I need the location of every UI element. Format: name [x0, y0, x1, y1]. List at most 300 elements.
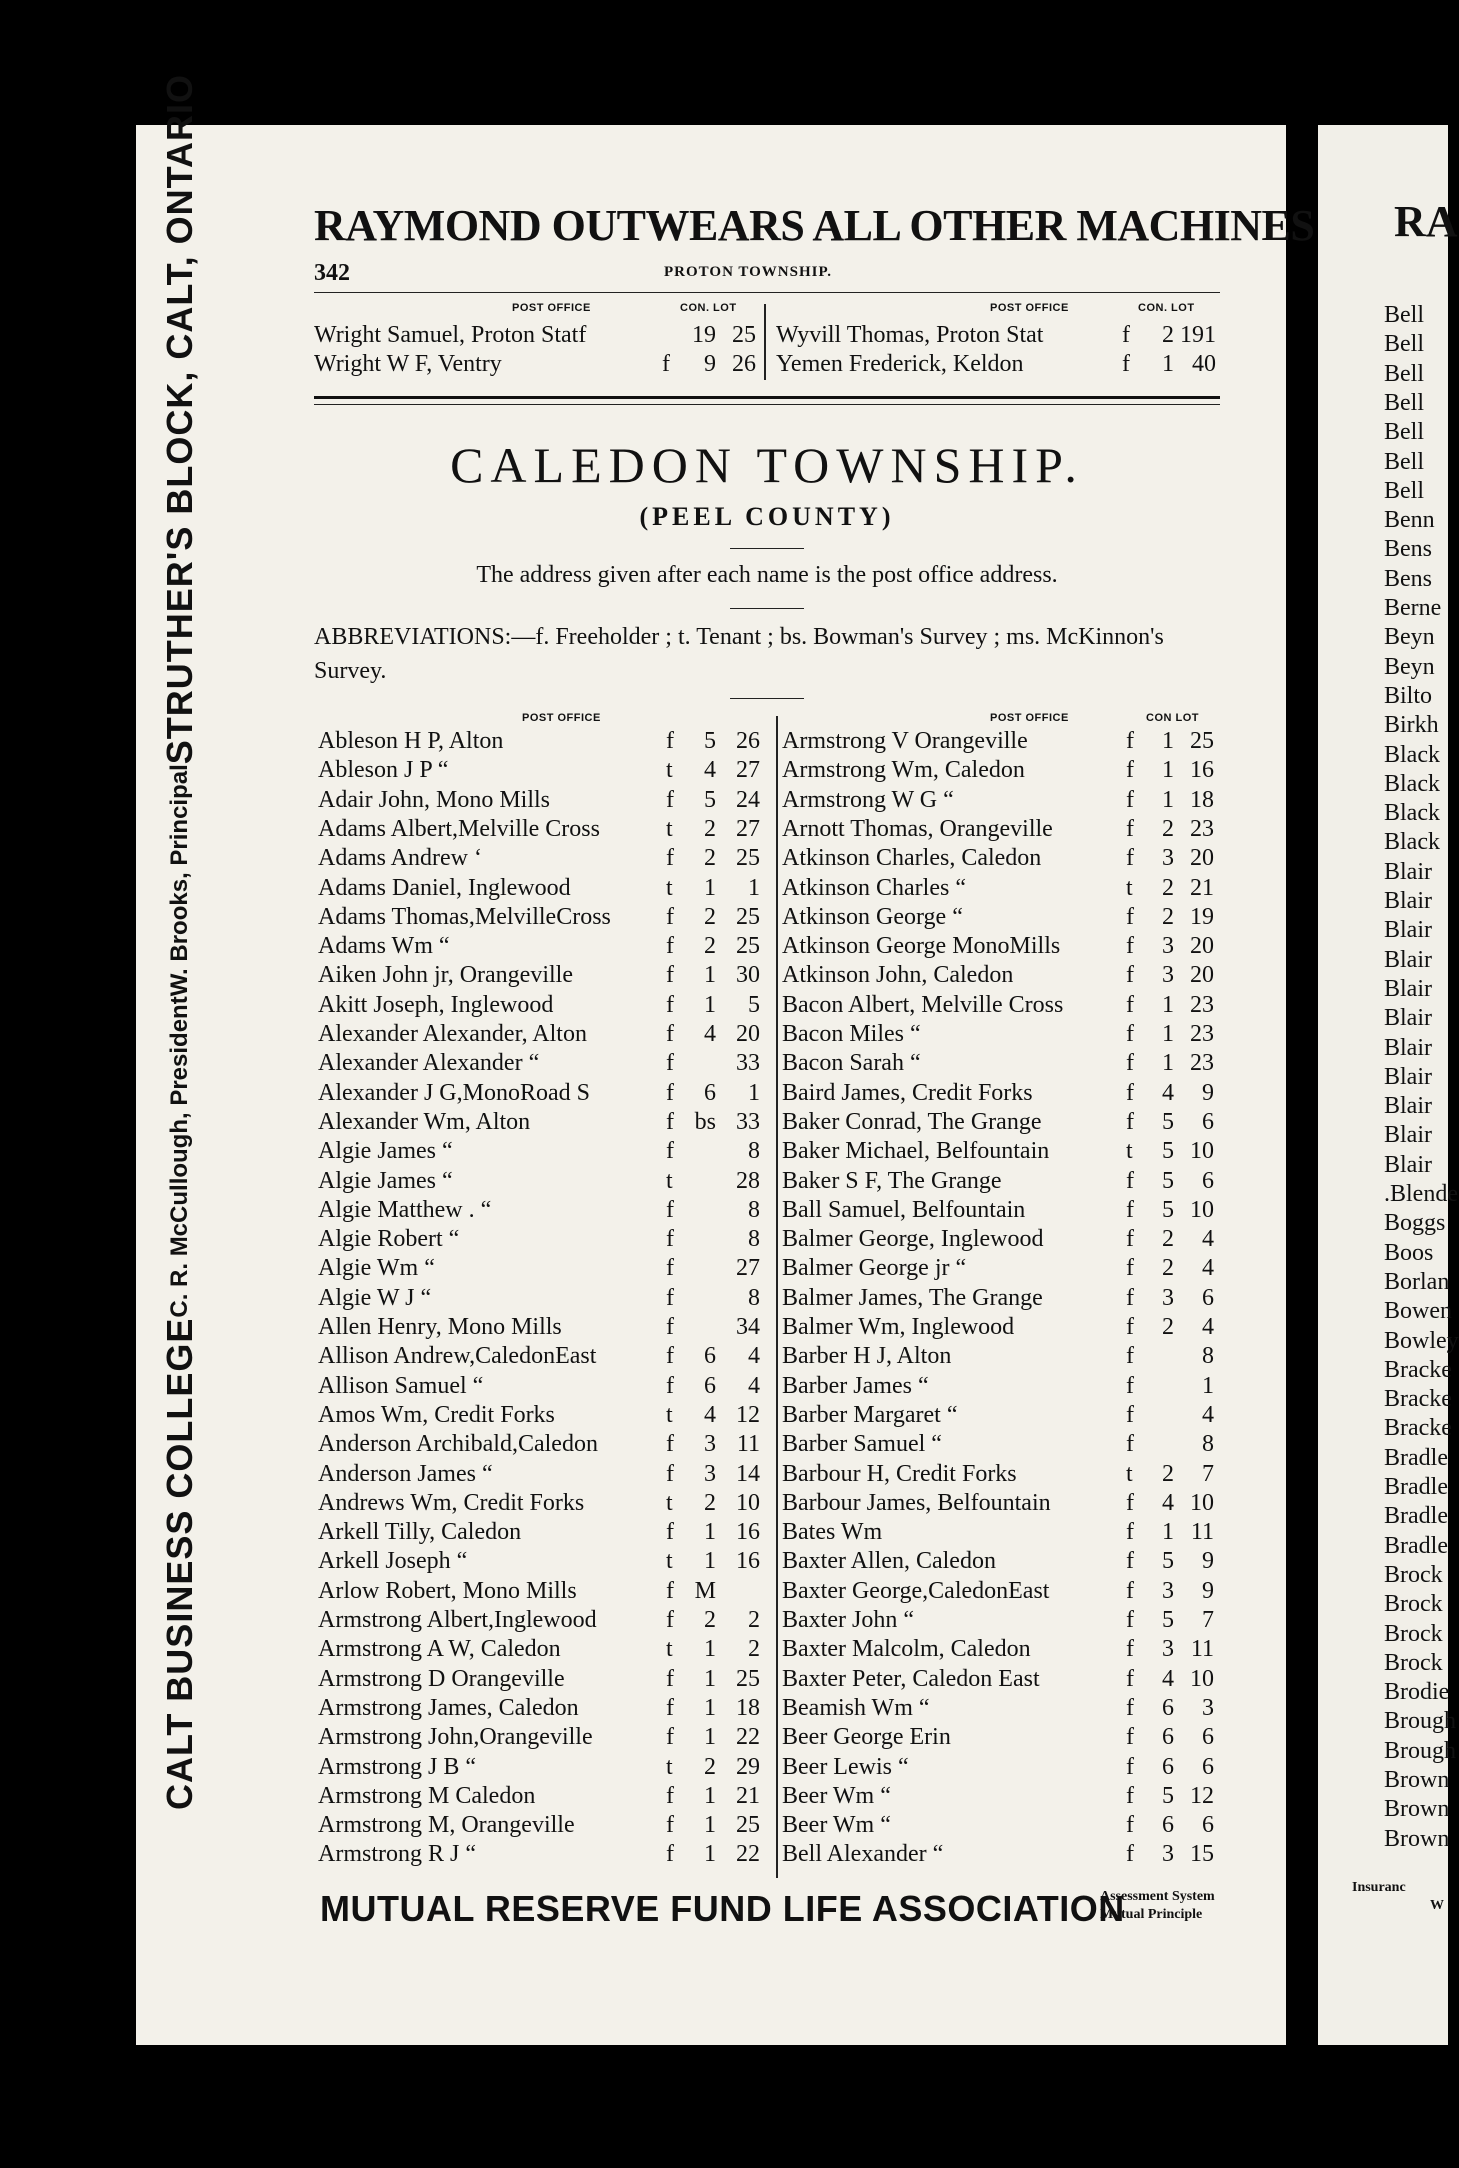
directory-entry: [318, 1285, 770, 1314]
directory-entry: [318, 1724, 770, 1753]
entry-lot: 16: [1190, 757, 1214, 784]
entry-concession: 3: [1162, 1284, 1174, 1311]
head-rule: [314, 292, 1220, 293]
entry-lot: 2: [748, 1607, 760, 1633]
next-page-name: Bracke: [1384, 1386, 1452, 1413]
entry-concession: 2: [704, 1489, 716, 1516]
next-page-name: Brown: [1384, 1796, 1450, 1823]
next-page-name: Bell: [1384, 360, 1424, 387]
directory-entry: [318, 1255, 770, 1284]
directory-entry: [318, 1021, 770, 1050]
entry-concession: 6: [704, 1372, 716, 1399]
next-page-name: Black: [1384, 741, 1440, 768]
entry-tenure: f: [1126, 1050, 1134, 1077]
entry-lot: 4: [1202, 1314, 1214, 1340]
entry-lot: 6: [1202, 1812, 1214, 1839]
entry-lot: 12: [1190, 1782, 1214, 1809]
entry-concession: 2: [1162, 874, 1174, 901]
entry-concession: 5: [704, 786, 716, 813]
directory-entry: [782, 1285, 1220, 1314]
entry-concession: 3: [1162, 1577, 1174, 1604]
directory-entry: [782, 904, 1220, 933]
next-page-name: .Blende: [1384, 1181, 1458, 1207]
directory-entry: [782, 1402, 1220, 1431]
entry-tenure: f: [1126, 1372, 1134, 1399]
entry-tenure: f: [666, 1255, 674, 1282]
running-head-title: PROTON TOWNSHIP.: [664, 264, 832, 280]
entry-lot: 10: [1190, 1489, 1214, 1516]
top-banner: RAYMOND OUTWEARS ALL OTHER MACHINES: [314, 201, 1315, 250]
directory-entry: [318, 962, 770, 991]
entry-name: Balmer Wm, Inglewood: [782, 1314, 1015, 1340]
entry-tenure: f: [666, 1607, 674, 1633]
next-page-name: Blair: [1384, 1034, 1432, 1061]
entry-tenure: f: [1126, 1636, 1134, 1663]
entry-concession: 2: [704, 815, 716, 842]
next-page-name: Borlan: [1384, 1268, 1450, 1295]
next-page-name: Bradle: [1384, 1532, 1448, 1559]
entry-lot: 8: [748, 1138, 760, 1165]
directory-entry: [318, 875, 770, 904]
college-name: CALT BUSINESS COLLEGE: [159, 1317, 200, 1810]
entry-lot: 4: [748, 1343, 760, 1370]
entry-name: Armstrong J B “: [318, 1753, 476, 1780]
next-page-name: Beyn: [1384, 624, 1435, 651]
page-number: 342: [314, 260, 350, 286]
entry-lot: 6: [1202, 1167, 1214, 1194]
entry-concession: 6: [704, 1079, 716, 1106]
entry-name: Armstrong James, Caledon: [318, 1694, 579, 1721]
entry-tenure: t: [666, 1401, 673, 1428]
entry-tenure: f: [1126, 1401, 1134, 1428]
directory-entry: [318, 933, 770, 962]
entry-concession: 3: [1162, 1636, 1174, 1663]
directory-entry: [782, 992, 1220, 1021]
directory-entry: [318, 1168, 770, 1197]
directory-entry: [318, 1402, 770, 1431]
entry-name: Allen Henry, Mono Mills: [318, 1314, 562, 1340]
entry-tenure: f: [1126, 728, 1134, 754]
entry-name: Adams Daniel, Inglewood: [318, 874, 571, 901]
entry-lot: 10: [1190, 1665, 1214, 1692]
entry-concession: 1: [1162, 728, 1174, 754]
entry-concession: bs: [694, 1108, 716, 1135]
entry-tenure: f: [666, 1314, 674, 1340]
entry-lot: 11: [736, 1431, 760, 1458]
entry-concession: 5: [704, 728, 716, 754]
entry-name: Armstrong D Orangeville: [318, 1665, 565, 1692]
entry-lot: 14: [736, 1460, 760, 1487]
entry-name: Wyvill Thomas, Proton Stat: [776, 322, 1044, 348]
entry-name: Alexander Alexander, Alton: [318, 1021, 587, 1047]
entry-lot: 8: [748, 1284, 760, 1311]
directory-entry: [318, 1754, 770, 1783]
entry-tenure: t: [1126, 874, 1133, 901]
entry-concession: 5: [1162, 1108, 1174, 1135]
entry-name: Beer George Erin: [782, 1724, 951, 1751]
entry-lot: 20: [1190, 933, 1214, 960]
directory-entry: [318, 1812, 770, 1841]
entry-name: Algie Robert “: [318, 1226, 460, 1253]
running-head: [314, 260, 1220, 290]
entry-concession: 4: [1162, 1665, 1174, 1692]
proton-post-office-header-left: POST OFFICE: [512, 302, 591, 314]
next-page-name: Blair: [1384, 975, 1432, 1002]
entry-concession: 1: [704, 1636, 716, 1663]
entry-name: Alexander Wm, Alton: [318, 1108, 531, 1135]
entry-lot: 16: [736, 1519, 760, 1546]
entry-tenure: f: [666, 845, 674, 872]
entry-concession: 1: [1162, 1519, 1174, 1546]
next-page-names: [1384, 302, 1459, 1882]
entry-concession: 1: [704, 1665, 716, 1692]
next-page-name: Bracke: [1384, 1415, 1452, 1442]
directory-entry: [318, 1461, 770, 1490]
short-rule-1: [730, 548, 804, 549]
next-page-name: Blair: [1384, 1093, 1432, 1120]
entry-tenure: f: [1126, 1226, 1134, 1253]
directory-entry: [318, 728, 770, 757]
entry-lot: 20: [736, 1021, 760, 1047]
entry-lot: 8: [1202, 1431, 1214, 1458]
entry-name: Bacon Albert, Melville Cross: [782, 991, 1064, 1018]
entry-tenure: f: [1126, 1431, 1134, 1458]
next-page-name: Bell: [1384, 448, 1424, 475]
directory-entry: [318, 1695, 770, 1724]
entry-lot: 1: [748, 1079, 760, 1106]
directory-entry: [782, 1724, 1220, 1753]
entry-lot: 6: [1202, 1108, 1214, 1135]
entry-concession: 4: [1162, 1489, 1174, 1516]
entry-lot: 25: [736, 933, 760, 960]
entry-name: Adams Albert,Melville Cross: [318, 815, 600, 842]
entry-name: Atkinson Charles “: [782, 874, 966, 901]
entry-name: Baxter Peter, Caledon East: [782, 1665, 1040, 1692]
entry-name: Armstrong Wm, Caledon: [782, 757, 1025, 784]
college-address: STRUTHER'S BLOCK, CALT, ONTARIO: [159, 74, 200, 765]
next-page-head: RA: [1394, 197, 1458, 246]
entry-tenure: f: [1126, 1782, 1134, 1809]
entry-name: Baker Conrad, The Grange: [782, 1108, 1042, 1135]
directory-entry: [782, 1783, 1220, 1812]
entry-concession: 5: [1162, 1138, 1174, 1165]
entry-name: Wright Samuel, Proton Statf: [314, 322, 587, 348]
entry-tenure: f: [666, 991, 674, 1018]
directory-entry: [318, 757, 770, 786]
next-page-name: Bilto: [1384, 682, 1433, 709]
principal-name: W. Brooks, Principal: [166, 764, 193, 997]
entry-concession: 1: [1162, 991, 1174, 1018]
next-page-name: Blair: [1384, 1005, 1432, 1032]
entry-tenure: f: [1126, 962, 1134, 989]
entry-tenure: t: [666, 757, 673, 784]
next-page-name: Bradle: [1384, 1474, 1448, 1500]
entry-tenure: f: [1126, 1519, 1134, 1546]
entry-tenure: f: [666, 1050, 674, 1077]
entry-name: Allison Andrew,CaledonEast: [318, 1343, 597, 1370]
entry-concession: 1: [1162, 351, 1174, 377]
entry-name: Allison Samuel “: [318, 1372, 484, 1399]
entry-concession: 2: [1162, 1226, 1174, 1253]
directory-entry: [782, 933, 1220, 962]
next-page-name: Bell: [1384, 477, 1424, 504]
directory-entry: [782, 757, 1220, 786]
entry-lot: 15: [1190, 1841, 1214, 1868]
entry-lot: 24: [736, 786, 760, 813]
entry-tenure: f: [1126, 1665, 1134, 1692]
entry-tenure: f: [1126, 1841, 1134, 1868]
entry-name: Atkinson George MonoMills: [782, 933, 1061, 960]
directory-entry: [318, 1343, 770, 1372]
entry-tenure: t: [666, 1753, 673, 1780]
entry-tenure: f: [666, 1372, 674, 1399]
entry-lot: 26: [732, 351, 756, 377]
entry-name: Barber James “: [782, 1372, 929, 1399]
section-rule-bottom: [314, 404, 1220, 405]
entry-tenure: f: [1126, 1607, 1134, 1633]
caledon-con-lot-header-right: CON LOT: [1146, 712, 1199, 724]
entry-tenure: f: [666, 1079, 674, 1106]
entry-lot: 9: [1202, 1577, 1214, 1604]
entry-concession: 1: [704, 991, 716, 1018]
directory-entry: [776, 322, 1220, 351]
next-page-foot-2: W: [1430, 1898, 1444, 1913]
caledon-post-office-header-right: POST OFFICE: [990, 712, 1069, 724]
entry-lot: 23: [1190, 1050, 1214, 1077]
entry-lot: 4: [1202, 1255, 1214, 1282]
directory-entry: [782, 1548, 1220, 1577]
proton-con-lot-header-left: CON. LOT: [680, 302, 737, 314]
next-page-name: Blair: [1384, 946, 1432, 973]
entry-name: Atkinson John, Caledon: [782, 962, 1014, 989]
entry-concession: 1: [704, 1519, 716, 1546]
entry-name: Algie James “: [318, 1167, 453, 1194]
entry-name: Bacon Sarah “: [782, 1050, 921, 1077]
directory-entry: [782, 962, 1220, 991]
caledon-post-office-header-left: POST OFFICE: [522, 712, 601, 724]
directory-entry: [782, 1754, 1220, 1783]
entry-name: Beer Lewis “: [782, 1753, 909, 1780]
entry-tenure: f: [666, 728, 674, 754]
directory-entry: [782, 1226, 1220, 1255]
entry-concession: 1: [704, 1782, 716, 1809]
next-page-name: Boos: [1384, 1239, 1434, 1266]
entry-tenure: f: [1126, 1079, 1134, 1106]
directory-entry: [318, 992, 770, 1021]
entry-lot: 23: [1190, 815, 1214, 842]
entry-concession: 1: [1162, 1050, 1174, 1077]
entry-tenure: f: [666, 1812, 674, 1839]
entry-name: Armstrong Albert,Inglewood: [318, 1607, 597, 1633]
entry-tenure: f: [1126, 1167, 1134, 1194]
entry-name: Armstrong W G “: [782, 786, 954, 813]
entry-tenure: f: [1126, 786, 1134, 813]
entry-tenure: f: [1122, 322, 1130, 348]
entry-tenure: f: [1126, 1812, 1134, 1839]
next-page-name: Blair: [1384, 888, 1432, 914]
entry-name: Armstrong John,Orangeville: [318, 1724, 593, 1751]
entry-concession: 5: [1162, 1196, 1174, 1223]
entry-lot: 18: [1190, 786, 1214, 813]
entry-tenure: f: [666, 1138, 674, 1165]
directory-entry: [318, 1373, 770, 1402]
directory-entry: [318, 1314, 770, 1343]
directory-entry: [782, 1812, 1220, 1841]
entry-concession: 6: [1162, 1694, 1174, 1721]
entry-name: Baker S F, The Grange: [782, 1167, 1002, 1194]
short-rule-2: [730, 608, 804, 609]
entry-name: Armstrong M Caledon: [318, 1782, 536, 1809]
next-page-name: Bracke: [1384, 1356, 1452, 1383]
entry-name: Algie W J “: [318, 1284, 432, 1311]
directory-entry: [318, 1636, 770, 1665]
entry-name: Atkinson Charles, Caledon: [782, 845, 1042, 872]
entry-name: Barber Margaret “: [782, 1401, 958, 1428]
directory-entry: [782, 1841, 1220, 1870]
entry-name: Bates Wm: [782, 1519, 883, 1546]
proton-con-lot-header-right: CON. LOT: [1138, 302, 1195, 314]
next-page-name: Bell: [1384, 419, 1424, 446]
entry-lot: 27: [736, 1255, 760, 1282]
entry-name: Beer Wm “: [782, 1782, 891, 1809]
directory-entry: [782, 1197, 1220, 1226]
entry-name: Barbour H, Credit Forks: [782, 1460, 1017, 1487]
entry-name: Beer Wm “: [782, 1812, 891, 1839]
entry-tenure: f: [666, 1724, 674, 1751]
entry-tenure: f: [1126, 1196, 1134, 1223]
entry-concession: 3: [1162, 1841, 1174, 1868]
directory-entry: [782, 1461, 1220, 1490]
entry-tenure: f: [1122, 351, 1130, 377]
next-page-name: Blair: [1384, 917, 1432, 944]
entry-lot: 10: [736, 1489, 760, 1516]
entry-lot: 12: [736, 1401, 760, 1428]
entry-concession: 2: [1162, 1460, 1174, 1487]
directory-entry: [782, 1050, 1220, 1079]
entry-name: Beamish Wm “: [782, 1694, 930, 1721]
directory-entry: [782, 1168, 1220, 1197]
entry-lot: 9: [1202, 1079, 1214, 1106]
entry-name: Wright W F, Ventry: [314, 351, 502, 377]
entry-concession: 2: [1162, 815, 1174, 842]
entry-tenure: f: [1126, 1694, 1134, 1721]
entry-name: Balmer James, The Grange: [782, 1284, 1043, 1311]
entry-tenure: f: [666, 1694, 674, 1721]
entry-tenure: f: [666, 1460, 674, 1487]
entry-tenure: f: [1126, 991, 1134, 1018]
next-page-name: Brock: [1384, 1620, 1443, 1647]
entry-name: Baxter George,CaledonEast: [782, 1577, 1050, 1604]
entry-concession: 9: [704, 351, 716, 377]
next-page-name: Bens: [1384, 565, 1432, 592]
next-page-foot-1: Insuranc: [1352, 1880, 1406, 1895]
entry-concession: 2: [1162, 1314, 1174, 1340]
entry-name: Amos Wm, Credit Forks: [318, 1401, 555, 1428]
directory-entry: [318, 1578, 770, 1607]
proton-post-office-header-right: POST OFFICE: [990, 302, 1069, 314]
entry-name: Armstrong R J “: [318, 1841, 476, 1868]
entry-lot: 4: [1202, 1226, 1214, 1253]
footer-tag-line-1: Assessment System: [1100, 1889, 1215, 1904]
entry-name: Algie Matthew . “: [318, 1196, 492, 1223]
directory-entry: [782, 1431, 1220, 1460]
short-rule-3: [730, 698, 804, 699]
next-page-name: Black: [1384, 770, 1440, 797]
directory-entry: [782, 1666, 1220, 1695]
entry-name: Baxter John “: [782, 1607, 914, 1633]
directory-entry: [782, 1607, 1220, 1636]
entry-lot: 6: [1202, 1753, 1214, 1780]
entry-name: Adams Wm “: [318, 933, 450, 960]
next-page-name: Brough: [1384, 1708, 1456, 1735]
section-rule-top: [314, 396, 1220, 399]
next-page-name: Bell: [1384, 331, 1424, 358]
entry-lot: 10: [1190, 1196, 1214, 1223]
entry-lot: 19: [1190, 903, 1214, 930]
entry-lot: 25: [732, 322, 756, 348]
entry-concession: 4: [704, 1401, 716, 1428]
entry-concession: 19: [692, 322, 716, 348]
entry-name: Algie James “: [318, 1138, 453, 1165]
entry-name: Arnott Thomas, Orangeville: [782, 815, 1053, 842]
entry-name: Arkell Tilly, Caledon: [318, 1519, 522, 1546]
next-page-name: Bell: [1384, 389, 1424, 416]
next-page-name: Blair: [1384, 1122, 1432, 1149]
directory-entry: [318, 1050, 770, 1079]
entry-concession: 5: [1162, 1782, 1174, 1809]
entry-concession: 1: [1162, 1021, 1174, 1047]
entry-lot: 18: [736, 1694, 760, 1721]
entry-tenure: f: [666, 1577, 674, 1604]
entry-concession: 4: [1162, 1079, 1174, 1106]
entry-tenure: f: [666, 1782, 674, 1809]
next-page-name: Blair: [1384, 1151, 1432, 1178]
entry-name: Anderson James “: [318, 1460, 493, 1487]
entry-tenure: f: [1126, 1343, 1134, 1370]
directory-entry: [314, 351, 760, 380]
directory-entry: [318, 1666, 770, 1695]
entry-tenure: f: [1126, 1284, 1134, 1311]
entry-lot: 21: [1190, 874, 1214, 901]
entry-concession: 2: [704, 933, 716, 960]
next-page-name: Brock: [1384, 1591, 1443, 1618]
entry-concession: 4: [704, 1021, 716, 1047]
entry-lot: 27: [736, 757, 760, 784]
entry-tenure: f: [1126, 903, 1134, 930]
entry-concession: 2: [704, 1753, 716, 1780]
next-page-name: Brock: [1384, 1561, 1443, 1588]
directory-entry: [782, 1490, 1220, 1519]
entry-name: Adair John, Mono Mills: [318, 786, 551, 813]
entry-concession: 3: [1162, 933, 1174, 960]
next-page-name: Blair: [1384, 858, 1432, 885]
entry-concession: 1: [704, 1812, 716, 1839]
entry-tenure: t: [666, 1489, 673, 1516]
directory-entry: [782, 845, 1220, 874]
entry-concession: 3: [1162, 845, 1174, 872]
entry-concession: 5: [1162, 1548, 1174, 1575]
entry-concession: 6: [1162, 1753, 1174, 1780]
entry-lot: 8: [748, 1226, 760, 1253]
entry-tenure: f: [666, 786, 674, 813]
entry-concession: 1: [704, 1724, 716, 1751]
directory-entry: [318, 1138, 770, 1167]
entry-lot: 5: [748, 991, 760, 1018]
entry-tenure: f: [1126, 1577, 1134, 1604]
entry-name: Adams Andrew ‘: [318, 845, 482, 872]
entry-tenure: f: [1126, 1255, 1134, 1282]
entry-lot: 7: [1202, 1460, 1214, 1487]
